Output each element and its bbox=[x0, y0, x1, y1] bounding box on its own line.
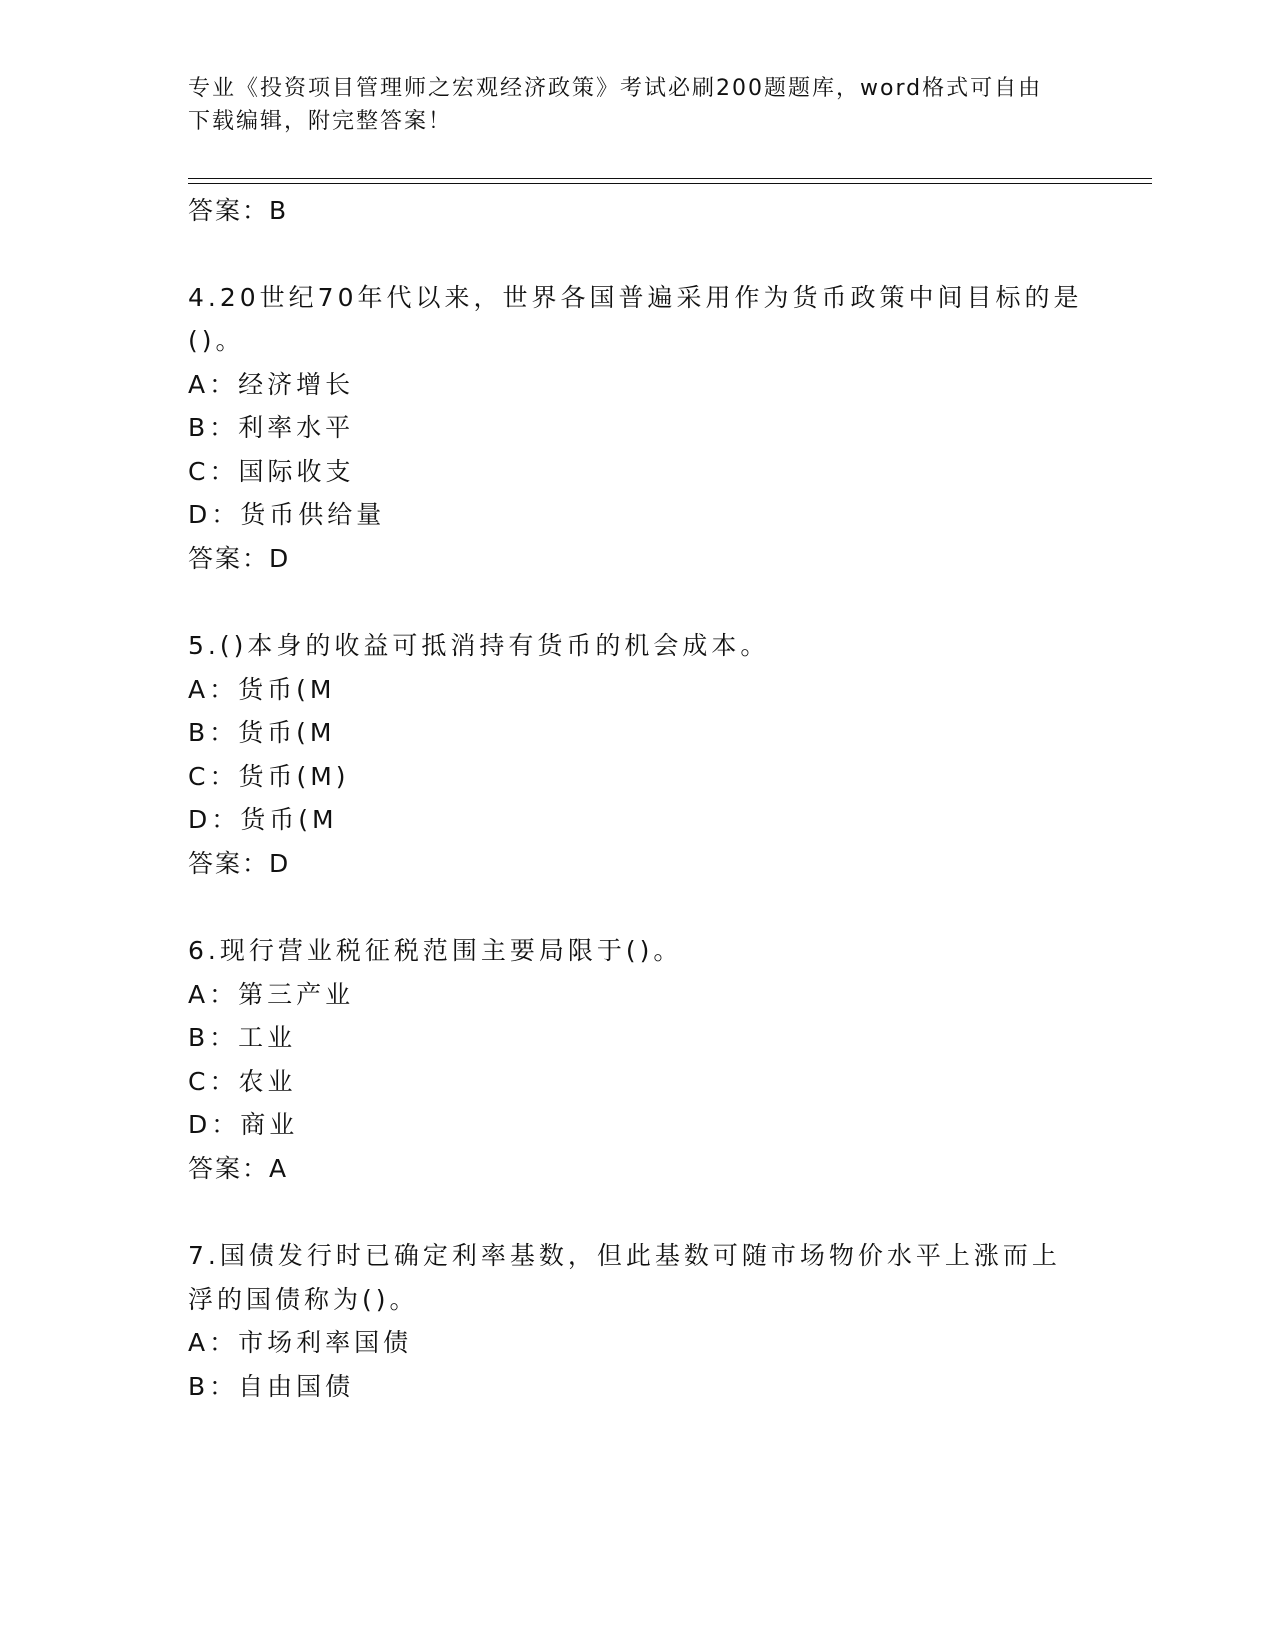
header-divider-bottom bbox=[188, 183, 1152, 184]
header-divider-top bbox=[188, 178, 1152, 179]
header-line-2: 下载编辑，附完整答案！ bbox=[188, 109, 453, 134]
question-7-option-b: B：自由国债 bbox=[188, 1372, 355, 1401]
question-7-text-line-2: 浮的国债称为()。 bbox=[188, 1285, 419, 1314]
answer-3: 答案：B bbox=[188, 196, 289, 225]
question-5-option-c: C：货币(M) bbox=[188, 762, 350, 791]
question-6-option-a: A：第三产业 bbox=[188, 980, 355, 1009]
question-4-option-d: D：货币供给量 bbox=[188, 500, 386, 529]
question-7-text-line-1: 7.国债发行时已确定利率基数，但此基数可随市场物价水平上涨而上 bbox=[188, 1241, 1061, 1270]
question-5-text: 5.()本身的收益可抵消持有货币的机会成本。 bbox=[188, 631, 770, 660]
question-4-option-c: C：国际收支 bbox=[188, 457, 355, 486]
question-6-option-b: B：工业 bbox=[188, 1023, 297, 1052]
question-4-option-a: A：经济增长 bbox=[188, 370, 355, 399]
question-5-option-b: B：货币(M bbox=[188, 718, 336, 747]
question-7-option-a: A：市场利率国债 bbox=[188, 1328, 413, 1357]
question-4-text-line-2: ()。 bbox=[188, 326, 245, 355]
question-5-option-a: A：货币(M bbox=[188, 675, 336, 704]
question-4-text-line-1: 4.20世纪70年代以来，世界各国普遍采用作为货币政策中间目标的是 bbox=[188, 283, 1083, 312]
document-header bbox=[188, 72, 1068, 138]
question-4-option-b: B：利率水平 bbox=[188, 413, 355, 442]
answer-4: 答案：D bbox=[188, 544, 291, 573]
question-6-option-d: D：商业 bbox=[188, 1110, 299, 1139]
answer-5: 答案：D bbox=[188, 849, 291, 878]
question-6-text: 6.现行营业税征税范围主要局限于()。 bbox=[188, 936, 683, 965]
question-6-option-c: C：农业 bbox=[188, 1067, 297, 1096]
header-line-1: 专业《投资项目管理师之宏观经济政策》考试必刷200题题库，word格式可自由 bbox=[188, 76, 1043, 101]
answer-6: 答案：A bbox=[188, 1154, 289, 1183]
question-5-option-d: D：货币(M bbox=[188, 805, 338, 834]
